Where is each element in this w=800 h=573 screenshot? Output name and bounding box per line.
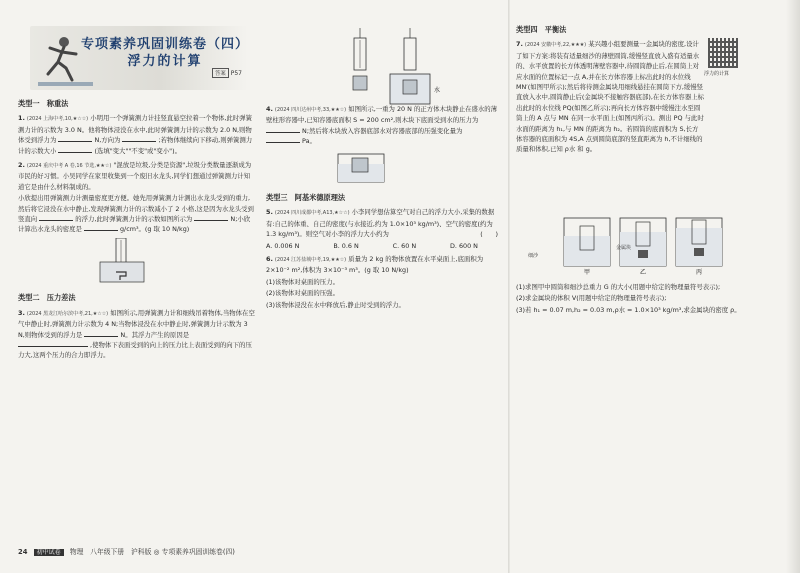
question-5-options bbox=[266, 241, 498, 251]
middle-column bbox=[266, 104, 498, 311]
qr-caption: 浮力的计算 bbox=[704, 71, 730, 77]
question-2: 2. (2024 重庆中考 A 卷,16 节选,★★☆) "混放是垃圾,分类是资源",垃圾分类数量逐渐成为市民的好习惯。小吴同学在家里收集到一个废旧水龙头,同学们想通过弹簧测力计知道它是由什么材料制成的。 bbox=[18, 161, 252, 191]
option-b: B. 0.6 N bbox=[333, 241, 359, 250]
option-c: C. 60 N bbox=[392, 241, 417, 250]
question-7-part-2: (2)求金属块的体积 V(用题中给定的物理量符号表示); bbox=[516, 294, 667, 303]
figure-label-yi: 乙 bbox=[640, 269, 647, 276]
answer-blank bbox=[18, 340, 88, 347]
question-6: 6. (2024 江苏盐城中考,19,★★☆) 质量为 2 kg 的物体放置在水平桌面上,底面积为 2×10⁻² m²,体积为 3×10⁻³ m³。(g 取 10 N/kg) bbox=[266, 255, 484, 275]
section-heading: 类型三 阿基米德原理法 bbox=[266, 193, 346, 203]
section-heading: 类型四 平衡法 bbox=[516, 25, 567, 34]
answer-blank bbox=[266, 126, 300, 133]
question-6-part-1: (1)该物体对桌面的压力。 bbox=[266, 277, 339, 286]
right-column bbox=[516, 22, 704, 156]
answer-page: P57 bbox=[230, 70, 242, 77]
right-column-lower bbox=[516, 282, 782, 316]
three-containers-figure bbox=[560, 214, 730, 276]
page-number: 24 bbox=[18, 548, 28, 556]
answer-blank bbox=[58, 135, 92, 142]
sand-label: 细沙 bbox=[528, 253, 539, 259]
question-3: 3. (2024 黑龙江哈尔滨中考,21,★☆☆) 如图所示,用弹簧测力计和细线吊着物体,当物体在空气中静止时,弹簧测力计示数为 4 N;当物体浸没在水中静止时,弹簧测力计示数为 3 N,则物体受到的浮力是 N。其浮力产生的原因是 ,使物体下表面受到的向上的压力比上表面受到的向下的压力大,这两个压力的合力即浮力。 bbox=[18, 308, 255, 360]
answer-blank bbox=[39, 214, 73, 221]
question-7-part-3: (3)若 h₁ = 0.07 m,h₂ = 0.03 m,ρ水 = 1.0×10³ kg/m³,求金属块的密度 ρ。 bbox=[516, 305, 741, 314]
page-footer bbox=[18, 546, 418, 556]
answer-blank bbox=[194, 214, 228, 221]
section-heading: 类型二 压力差法 bbox=[18, 293, 76, 303]
question-5: 5. (2024 四川成都中考,A13,★☆☆) 小李同学想估算空气对自己的浮力大小,采集的数据有:自己的体重、自己的密度(与水接近,约为 1.0×10³ kg/m³)、空气的密度(约为 1.3 kg/m³)。则空气对小李的浮力大小约为 ( ) bbox=[266, 208, 498, 239]
question-6-part-2: (2)该物体对桌面的压强。 bbox=[266, 289, 339, 298]
footer-text: 物理 八年级下册 沪科版 ◎ 专项素养巩固训练卷(四) bbox=[69, 548, 235, 556]
answer-blank bbox=[84, 330, 118, 337]
page-title: 专项素养巩固训练卷（四） bbox=[80, 37, 249, 52]
page-fold bbox=[508, 0, 510, 573]
question-6-part-3: (3)该物体浸没在水中释放后,静止时受到的浮力。 bbox=[266, 300, 405, 309]
question-7-part-1: (1)求图甲中圆筒和细沙总重力 G 的大小(用题中给定的物理量符号表示); bbox=[516, 283, 721, 291]
left-column bbox=[18, 96, 256, 362]
answer-blank bbox=[84, 224, 118, 231]
block-in-water-figure bbox=[336, 150, 386, 184]
page-subtitle: 浮力的计算 bbox=[127, 54, 203, 69]
question-4: 4. (2024 四川达州中考,33,★★☆) 如图所示,一重为 20 N 的正方体木块静止在盛水的薄壁柱形容器中,已知容器底面积 S = 200 cm²,则木块下底面受到水的压力为 N;然后将木块放入容器底部水对容器底部的压强变化量为 Pa。 bbox=[266, 105, 498, 146]
option-d: D. 600 N bbox=[449, 241, 478, 250]
spring-scale-faucet-figure bbox=[94, 238, 154, 284]
answer-label: 答案 bbox=[212, 68, 229, 78]
answer-blank bbox=[122, 135, 156, 142]
section-heading: 类型一 称重法 bbox=[18, 99, 69, 108]
option-a: A. 0.006 N bbox=[266, 241, 300, 250]
answer-reference bbox=[212, 68, 242, 78]
question-1: 1. (2024 上海中考,10,★☆☆) 小明用一个弹簧测力计挂竖直悬空拉着一个物体,此时弹簧测力计的示数为 3.0 N。他将物体浸没在水中,此时弹簧测力计的示数为 2.0 N,则物体受到浮力为 N,方向为 ;若物体继续向下移动,则弹簧测力计的示数大小 (选填"变大""不变"或"变小")。 bbox=[18, 114, 253, 155]
page-edge-shadow bbox=[786, 0, 800, 573]
figure-label-jia: 甲 bbox=[584, 269, 591, 276]
figure-label-bing: 丙 bbox=[696, 269, 703, 276]
answer-blank bbox=[266, 136, 300, 143]
question-2-cont: 小欣提出用弹簧测力计测量密度更方便。她先用弹簧测力计测出水龙头受到的重力,然后将它浸没在水中静止,发现弹簧测力计的示数减小了 2 小格,这是因为水龙头受到竖直向 的浮力,此时弹簧测力计的示数如图所示为 N;小欣计算出水龙头的密度是 g/cm³。(g 取 10 N/kg) bbox=[18, 194, 254, 234]
answer-blank bbox=[58, 146, 92, 153]
question-7: 7. (2024 安徽中考,22,★★★) 某兴趣小组要测量一金属块的密度,设计了如下方案:将装有适量细沙的薄壁圆筒,缓慢竖直放入盛有适量水的、水平放置的长方体透明薄壁容器中,待圆筒静止后,在圆筒上对应水面的位置标记一点 A,并在长方体容器上标出此时的水位线 MN′(如图甲所示);然后将待测金属块用细线悬挂在圆筒下方,缓慢竖直放入水中,圆筒静止后(金属块不接触容器底部),在长方体容器上标出此时的水位线 PQ(如图乙所示);再向长方体容器中缓慢注水至圆筒上的 A 点与 MN 在同一水平面上(如图丙所示)。测出 PQ 与此时水面的距离为 h₁,与 MN 的距离为 h₂。若圆筒的底面积为 S,长方体容器的底面积为 4S,A 点到圆筒底部的竖直距离为 h,不计细线的质量和体积,已知 ρ水 和 g。 bbox=[516, 40, 704, 154]
water-label: 水 bbox=[434, 87, 441, 94]
metal-block-label: 金属块 bbox=[616, 245, 632, 251]
series-tag: 初中试卷 bbox=[34, 549, 64, 556]
spring-scale-figures bbox=[340, 28, 450, 108]
qr-code[interactable] bbox=[708, 38, 738, 68]
